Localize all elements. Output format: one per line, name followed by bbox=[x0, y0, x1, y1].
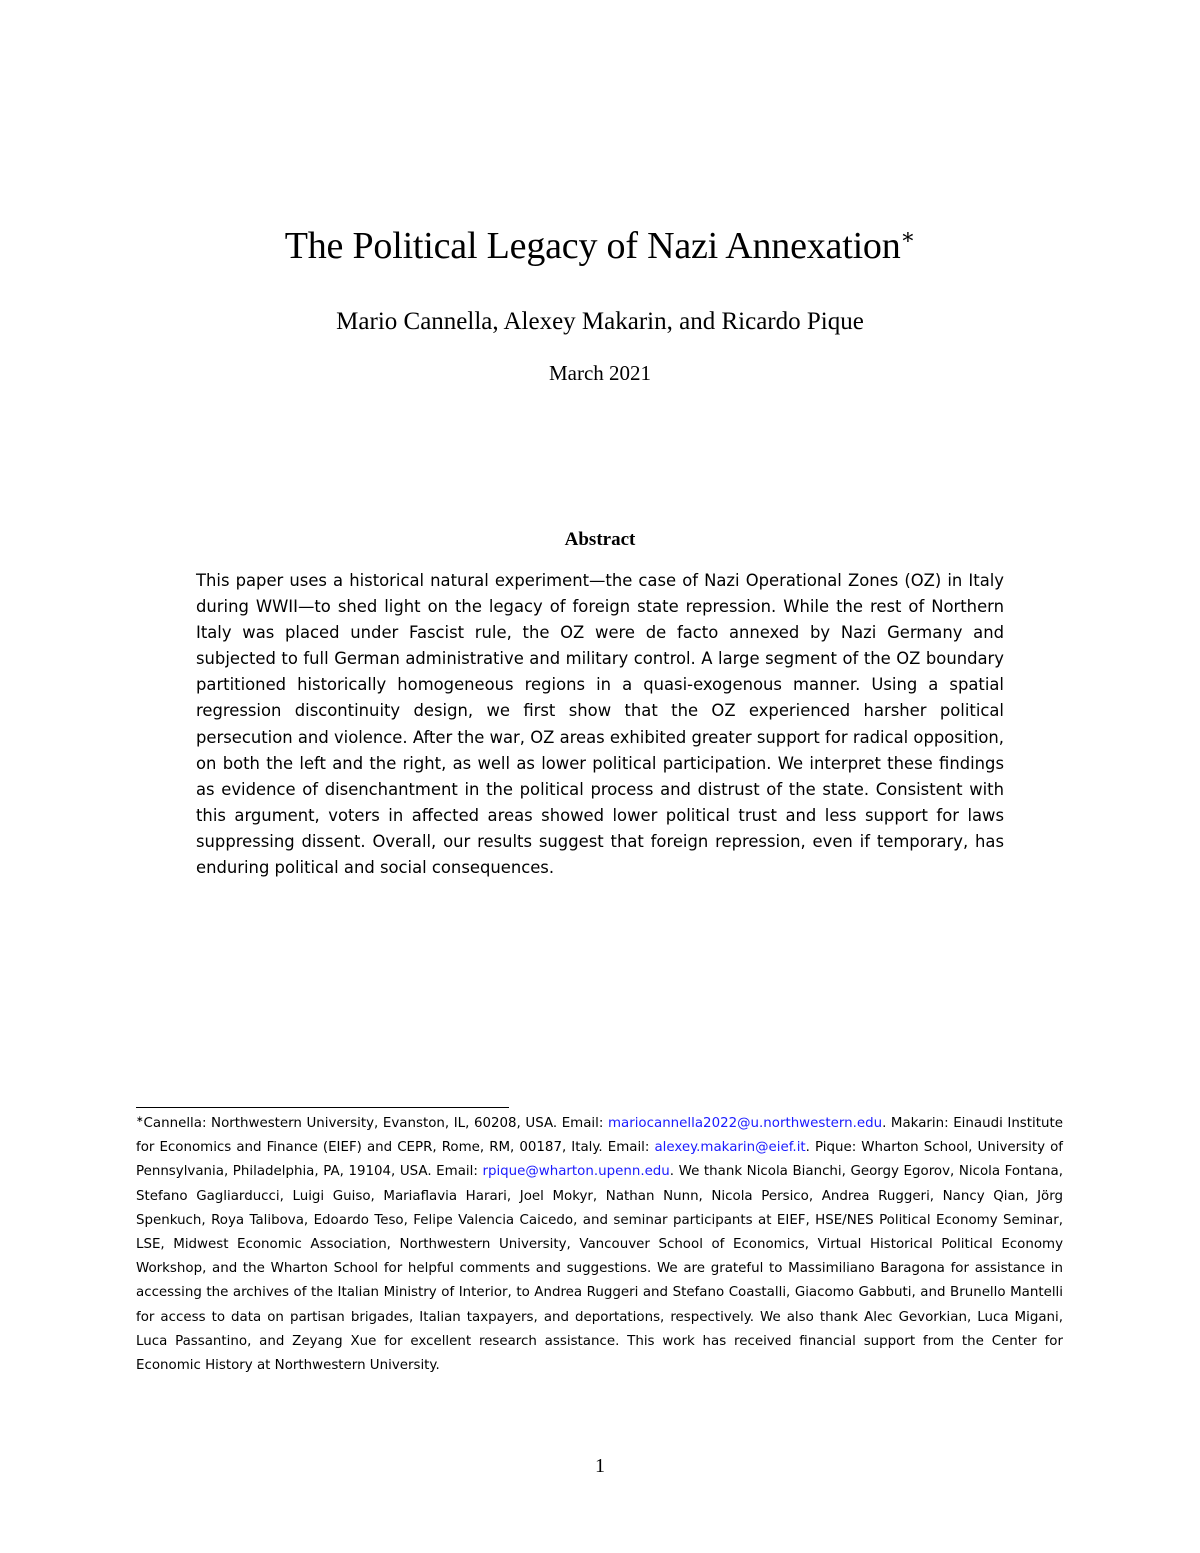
email-link-pique[interactable]: rpique@wharton.upenn.edu bbox=[482, 1164, 670, 1180]
author-footnote bbox=[136, 1112, 1063, 1378]
footnote-text-part1: Cannella: Northwestern University, Evanston, IL, 60208, USA. Email: bbox=[143, 1116, 608, 1131]
abstract-text: This paper uses a historical natural experiment—the case of Nazi Operational Zones (OZ) in Italy during WWII—to shed light on the legacy of foreign state repression. While the rest of Northern Italy was placed under Fascist rule, the OZ were de facto annexed by Nazi Germany and subjected to full German administrative and military control. A large segment of the OZ boundary partitioned historically homogeneous regions in a quasi-exogenous manner. Using a spatial regression discontinuity design, we first show that the OZ experienced harsher political persecution and violence. After the war, OZ areas exhibited greater support for radical opposition, on both the left and the right, as well as lower political participation. We interpret these findings as evidence of disenchantment in the political process and distrust of the state. Consistent with this argument, voters in affected areas showed lower political trust and less support for laws suppressing dissent. Overall, our results suggest that foreign repression, even if temporary, has enduring political and social consequences. bbox=[196, 571, 1004, 878]
publication-date: March 2021 bbox=[548, 361, 652, 385]
paper-title-text: The Political Legacy of Nazi Annexation bbox=[284, 225, 901, 267]
footnote-text-part2: . Makarin: Einaudi Institute for Economics and Finance (EIEF) and CEPR, Rome, RM, 00187, Italy. Email: bbox=[136, 1116, 1063, 1156]
footnote-text-part4: . We thank Nicola Bianchi, Georgy Egorov, Nicola Fontana, Stefano Gagliarducci, Luigi Guiso, Mariaflavia Harari, Joel Mokyr, Nathan Nunn, Nicola Persico, Andrea Ruggeri, Nancy Qian, Jörg Spenkuch, Roya Talibova, Edoardo Teso, Felipe Valencia Caicedo, and seminar participants at EIEF, HSE/NES Political Economy Seminar, LSE, Midwest Economic Association, Northwestern University, Vancouver School of Economics, Virtual Historical Political Economy Workshop, and the Wharton School for helpful comments and suggestions. We are grateful to Massimiliano Baragona for assistance in accessing the archives of the Italian Ministry of Interior, to Andrea Ruggeri and Stefano Coastalli, Giacomo Gabbuti, and Brunello Mantelli for access to data on partisan brigades, Italian taxpayers, and deportations, respectively. We also thank Alec Gevorkian, Luca Migani, Luca Passantino, and Zeyang Xue for excellent research assistance. This work has received financial support from the Center for Economic History at Northwestern University. bbox=[136, 1164, 1063, 1374]
title-footnote-mark: ∗ bbox=[900, 224, 916, 249]
footnote-divider bbox=[136, 1107, 509, 1108]
email-link-cannella[interactable]: mariocannella2022@u.northwestern.edu bbox=[607, 1116, 883, 1131]
author-list: Mario Cannella, Alexey Makarin, and Ricardo Pique bbox=[336, 308, 864, 335]
page-number: 1 bbox=[595, 1455, 605, 1477]
paper-title bbox=[0, 222, 1200, 270]
email-link-makarin[interactable]: alexey.makarin@eief.it bbox=[654, 1140, 806, 1156]
footnote-text-part3: . Pique: Wharton School, University of Pennsylvania, Philadelphia, PA, 19104, USA. Email: bbox=[136, 1140, 1063, 1180]
footnote-mark: ∗ bbox=[136, 1115, 144, 1125]
abstract-heading: Abstract bbox=[564, 529, 636, 550]
